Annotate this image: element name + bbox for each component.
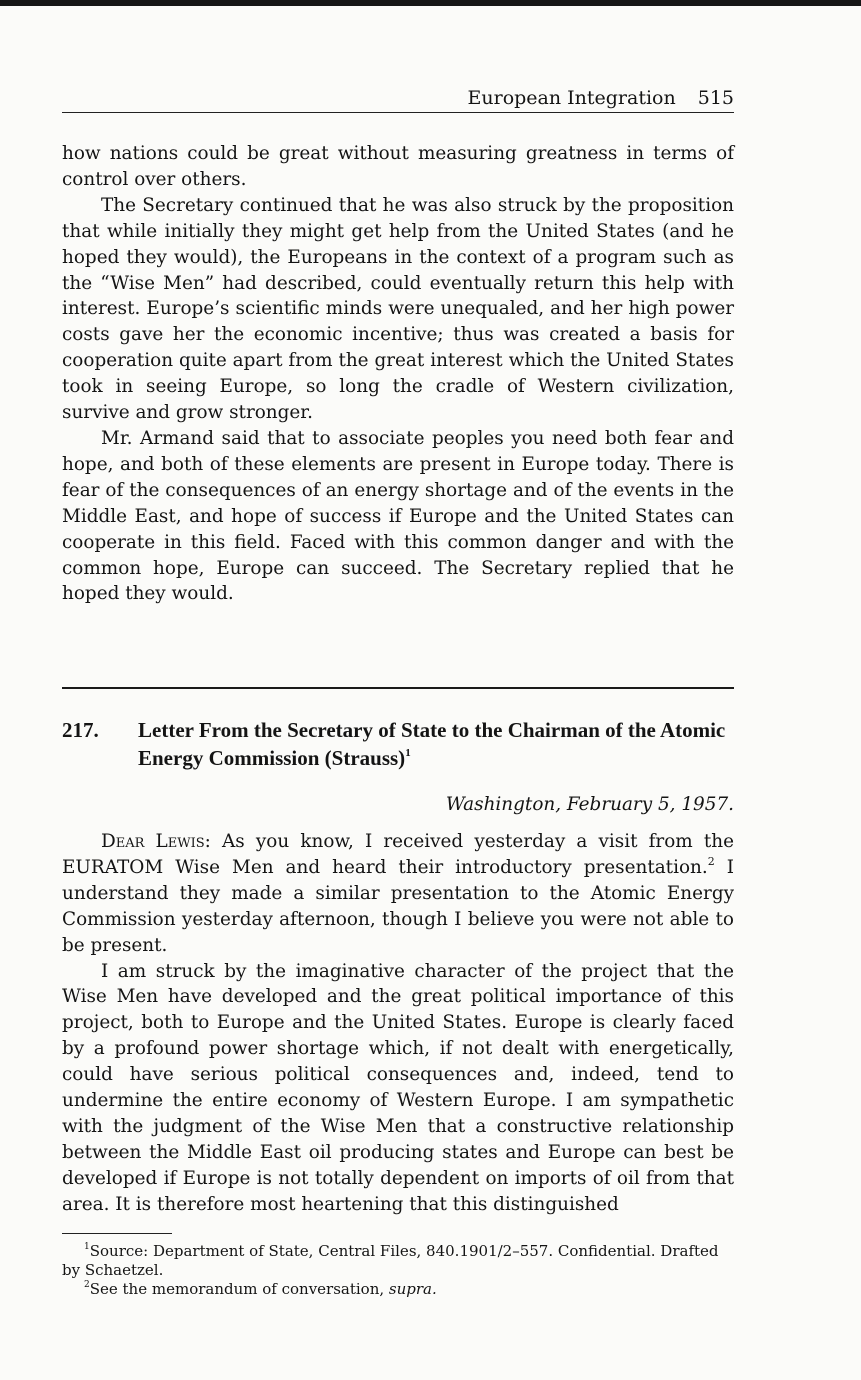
paragraph <box>62 829 734 959</box>
paragraph: Mr. Armand said that to associate peoples you need both fear and hope, and both of these elements are present in Europe today. There is fear of the consequences of an energy shortage and of the events in the Middle East, and hope of success if Europe and the United States can cooperate in this field. Faced with this common danger and with the common hope, Europe can succeed. The Secretary replied that he hoped they would. <box>62 427 734 605</box>
dateline: Washington, February 5, 1957. <box>445 794 734 815</box>
running-head <box>62 86 734 113</box>
document-heading <box>62 716 734 772</box>
footnote <box>62 1242 734 1280</box>
salutation: Dear Lewis: <box>101 831 211 852</box>
letter-text: I understand they made a similar presentation to the Atomic Energy Commission yesterday afternoon, though I believe you were not able to be present. <box>62 856 734 956</box>
footnote-ref: 2 <box>707 854 715 868</box>
footnotes <box>62 1242 734 1299</box>
footnote-rule <box>62 1233 172 1234</box>
letter-body <box>62 829 734 1218</box>
section-divider <box>62 687 734 689</box>
page-number: 515 <box>697 87 734 109</box>
running-head-title: European Integration <box>467 87 676 109</box>
paragraph: how nations could be great without measuring greatness in terms of control over others. <box>62 143 734 190</box>
document-title <box>138 716 734 772</box>
document-number: 217. <box>62 718 99 742</box>
footnote-marker: 1 <box>84 1242 90 1252</box>
footnote-italic: supra. <box>388 1280 437 1298</box>
footnote-text: Source: Department of State, Central Files, 840.1901/2–557. Confidential. Drafted by Schaetzel. <box>62 1242 719 1279</box>
letter-text: As you know, I received yesterday a visit from the EURATOM Wise Men and heard their introductory presentation. <box>62 831 734 878</box>
continued-text <box>62 141 734 607</box>
footnote-ref: 1 <box>405 747 411 759</box>
document-title-text: Letter From the Secretary of State to the Chairman of the Atomic Energy Commission (Strauss) <box>138 718 726 770</box>
footnote-marker: 2 <box>84 1280 90 1290</box>
footnote-text: See the memorandum of conversation, <box>89 1280 385 1298</box>
paragraph: The Secretary continued that he was also struck by the proposition that while initially they might get help from the United States (and he hoped they would), the Europeans in the context of a program such as the “Wise Men” had described, could eventually return this help with interest. Europe’s scientific minds were unequaled, and her high power costs gave her the economic incentive; thus was created a basis for cooperation quite apart from the great interest which the United States took in seeing Europe, so long the cradle of Western civilization, survive and grow stronger. <box>62 194 734 424</box>
paragraph: I am struck by the imaginative character of the project that the Wise Men have developed and the great political importance of this project, both to Europe and the United States. Europe is clearly faced by a profound power shortage which, if not dealt with energetically, could have serious political consequences and, indeed, tend to undermine the entire economy of Western Europe. I am sympathetic with the judgment of the Wise Men that a constructive relationship between the Middle East oil producing states and Europe can best be developed if Europe is not totally dependent on imports of oil from that area. It is therefore most heartening that this distinguished <box>62 960 734 1215</box>
top-edge-bar <box>0 0 861 6</box>
footnote <box>62 1280 734 1299</box>
